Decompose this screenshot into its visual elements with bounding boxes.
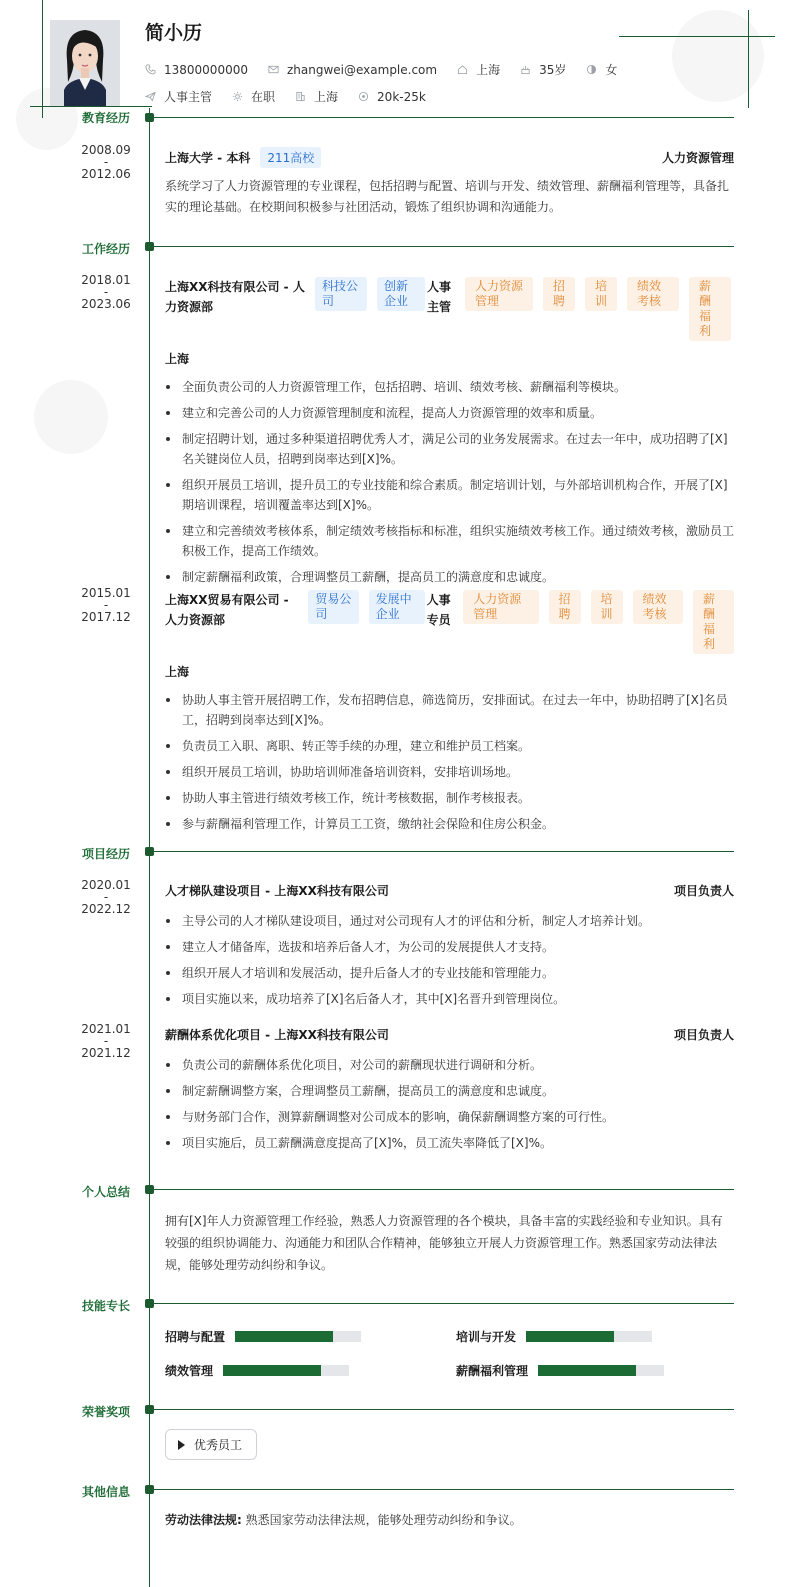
list-item: 制定薪酬福利政策，合理调整员工薪酬，提高员工的满意度和忠诚度。	[165, 567, 734, 587]
skill-item	[165, 1362, 349, 1379]
age-item	[520, 61, 566, 78]
skill-bar	[235, 1331, 361, 1342]
status-text: 在职	[251, 90, 276, 104]
date-end: 2023.06	[81, 297, 131, 311]
intention-row	[145, 88, 446, 105]
decor-line	[30, 106, 152, 107]
work-bullets	[165, 377, 734, 587]
list-item: 主导公司的人才梯队建设项目，通过对公司现有人才的评估和分析，制定人才培养计划。	[165, 911, 734, 931]
list-item: 协助人事主管进行绩效考核工作，统计考核数据，制作考核报表。	[165, 788, 734, 808]
section-title-education: 教育经历	[82, 111, 131, 125]
project-date	[76, 879, 136, 915]
section-marker	[145, 1299, 154, 1308]
project-role: 项目负责人	[673, 1028, 734, 1042]
skill-bar	[538, 1365, 664, 1376]
skill-name: 招聘与配置	[165, 1330, 226, 1344]
contact-row	[145, 61, 637, 78]
list-item: 与财务部门合作，测算薪酬调整对公司成本的影响，确保薪酬调整方案的可行性。	[165, 1107, 734, 1127]
work-entry	[165, 590, 734, 840]
email-text: zhangwei@example.com	[286, 62, 438, 77]
decor-line	[42, 0, 43, 118]
other-info	[165, 1510, 734, 1531]
building-icon	[295, 91, 306, 102]
section-title-summary: 个人总结	[82, 1185, 131, 1199]
list-item: 负责公司的薪酬体系优化项目，对公司的薪酬现状进行调研和分析。	[165, 1055, 734, 1075]
date-separator: -	[103, 155, 109, 169]
section-title-skills: 技能专长	[82, 1299, 131, 1313]
work-date	[76, 274, 136, 310]
skill-tag: 薪酬福利	[689, 277, 731, 341]
skill-tag: 招聘	[543, 277, 575, 311]
work-date	[76, 587, 136, 623]
target-city-item	[295, 88, 338, 105]
project-header	[165, 1026, 734, 1043]
gender-item	[586, 61, 617, 78]
salary-text: 20k-25k	[377, 89, 426, 104]
education-header	[165, 147, 734, 168]
section-marker	[145, 1405, 154, 1414]
project-header	[165, 882, 734, 899]
list-item: 项目实施后，员工薪酬满意度提高了[X]%，员工流失率降低了[X]%。	[165, 1133, 734, 1153]
work-header	[165, 590, 734, 654]
section-marker	[145, 1185, 154, 1194]
skill-bar-fill	[223, 1365, 321, 1376]
company-name: 上海XX科技有限公司 - 人力资源部	[165, 280, 305, 314]
skill-tag: 绩效考核	[633, 590, 684, 624]
date-start: 2021.01	[81, 1022, 131, 1036]
salary-item	[358, 90, 426, 104]
coin-icon	[358, 91, 369, 102]
play-icon	[178, 1440, 185, 1450]
date-separator: -	[103, 890, 109, 904]
section-title-projects: 项目经历	[82, 847, 131, 861]
skill-item	[456, 1362, 664, 1379]
list-item: 建立人才储备库，选拔和培养后备人才，为公司的发展提供人才支持。	[165, 937, 734, 957]
school-name: 上海大学 - 本科	[165, 151, 251, 165]
skill-tag: 绩效考核	[627, 277, 679, 311]
skill-tag: 人力资源管理	[463, 590, 538, 624]
list-item: 组织开展员工培训，提升员工的专业技能和综合素质。制定培训计划，与外部培训机构合作，开展了[X]期培训课程，培训覆盖率达到[X]%。	[165, 475, 734, 515]
mail-icon	[268, 64, 279, 75]
section-marker	[145, 113, 154, 122]
list-item: 全面负责公司的人力资源管理工作，包括招聘、培训、绩效考核、薪酬福利等模块。	[165, 377, 734, 397]
list-item: 制定招聘计划，通过多种渠道招聘优秀人才，满足公司的业务发展需求。在过去一年中，成功招聘了[X]名关键岗位人员，招聘到岗率达到[X]%。	[165, 429, 734, 469]
section-title-other: 其他信息	[82, 1485, 131, 1499]
decor-circle	[672, 10, 764, 102]
target-position-text: 人事主管	[164, 90, 213, 104]
company-tag: 科技公司	[315, 277, 367, 311]
status-item	[232, 88, 275, 105]
company-name: 上海XX贸易有限公司 - 人力资源部	[165, 593, 289, 627]
section-divider	[154, 1303, 734, 1304]
other-text: 熟悉国家劳动法律法规，能够处理劳动纠纷和争议。	[245, 1513, 522, 1527]
skill-item	[165, 1328, 361, 1345]
email-item	[268, 63, 437, 77]
other-label: 劳动法律法规:	[165, 1513, 242, 1527]
date-separator: -	[103, 285, 109, 299]
list-item: 建立和完善公司的人力资源管理制度和流程，提高人力资源管理的效率和质量。	[165, 403, 734, 423]
section-title-awards: 荣誉奖项	[82, 1405, 131, 1419]
send-icon	[145, 91, 156, 102]
gender-icon	[586, 64, 597, 75]
decor-line	[748, 10, 749, 108]
list-item: 组织开展员工培训，协助培训师准备培训资料，安排培训场地。	[165, 762, 734, 782]
cake-icon	[520, 64, 531, 75]
project-bullets	[165, 911, 734, 1009]
project-title: 人才梯队建设项目 - 上海XX科技有限公司	[165, 884, 389, 898]
skill-name: 绩效管理	[165, 1364, 214, 1378]
list-item: 参与薪酬福利管理工作，计算员工工资，缴纳社会保险和住房公积金。	[165, 814, 734, 834]
education-entry	[165, 147, 734, 218]
skill-tag: 培训	[585, 277, 617, 311]
date-start: 2018.01	[81, 273, 131, 287]
skill-name: 薪酬福利管理	[456, 1364, 529, 1378]
section-divider	[154, 1489, 734, 1490]
target-position-item	[145, 88, 212, 105]
project-title: 薪酬体系优化项目 - 上海XX科技有限公司	[165, 1028, 389, 1042]
company-tag: 创新企业	[377, 277, 425, 311]
company-tag: 贸易公司	[308, 590, 358, 624]
skill-bar-fill	[538, 1365, 636, 1376]
avatar	[50, 20, 120, 106]
position-name: 人事主管	[427, 280, 452, 314]
summary-text: 拥有[X]年人力资源管理工作经验，熟悉人力资源管理的各个模块，具备丰富的实践经验和专业知识。具有较强的组织协调能力、沟通能力和团队合作精神，能够独立开展人力资源管理工作。熟悉国家劳动法律法规，能够处理劳动纠纷和争议。	[165, 1214, 723, 1272]
skill-item	[456, 1328, 652, 1345]
phone-icon	[145, 64, 156, 75]
target-city-text: 上海	[314, 90, 339, 104]
list-item: 制定薪酬调整方案，合理调整员工薪酬，提高员工的满意度和忠诚度。	[165, 1081, 734, 1101]
section-marker	[145, 1485, 154, 1494]
candidate-name: 简小历	[145, 22, 203, 44]
date-start: 2020.01	[81, 878, 131, 892]
award-label: 优秀员工	[194, 1438, 243, 1452]
date-separator: -	[103, 598, 109, 612]
section-divider	[154, 851, 734, 852]
list-item: 项目实施以来，成功培养了[X]名后备人才，其中[X]名晋升到管理岗位。	[165, 989, 734, 1009]
gear-icon	[232, 91, 243, 102]
date-end: 2017.12	[81, 610, 131, 624]
work-header	[165, 277, 734, 341]
skill-tag: 招聘	[549, 590, 581, 624]
phone-item	[145, 63, 248, 77]
list-item: 负责员工入职、离职、转正等手续的办理，建立和维护员工档案。	[165, 736, 734, 756]
skill-bar-fill	[235, 1331, 333, 1342]
section-divider	[154, 1409, 734, 1410]
city-text: 上海	[476, 63, 501, 77]
education-date	[76, 144, 136, 180]
list-item: 协助人事主管开展招聘工作，发布招聘信息，筛选简历，安排面试。在过去一年中，协助招聘了[X]名员工，招聘到岗率达到[X]%。	[165, 690, 734, 730]
section-marker	[145, 242, 154, 251]
work-location: 上海	[165, 665, 190, 679]
project-bullets	[165, 1055, 734, 1153]
decor-circle	[34, 380, 108, 454]
skill-bar	[526, 1331, 652, 1342]
skill-bar	[223, 1365, 349, 1376]
company-tag: 发展中企业	[369, 590, 425, 624]
education-description: 系统学习了人力资源管理的专业课程，包括招聘与配置、培训与开发、绩效管理、薪酬福利管理等，具备扎实的理论基础。在校期间积极参与社团活动，锻炼了组织协调和沟通能力。	[165, 179, 730, 214]
city-item	[457, 61, 500, 78]
home-icon	[457, 64, 468, 75]
project-date	[76, 1023, 136, 1059]
date-start: 2008.09	[81, 143, 131, 157]
age-text: 35岁	[539, 63, 567, 77]
date-separator: -	[103, 1034, 109, 1048]
major-name: 人力资源管理	[661, 151, 734, 165]
award-item[interactable]	[165, 1429, 257, 1460]
date-end: 2021.12	[81, 1046, 131, 1060]
work-bullets	[165, 690, 734, 834]
section-marker	[145, 847, 154, 856]
date-end: 2022.12	[81, 902, 131, 916]
date-end: 2012.06	[81, 167, 131, 181]
skill-name: 培训与开发	[456, 1330, 517, 1344]
section-divider	[154, 246, 734, 247]
phone-text: 13800000000	[164, 62, 248, 77]
list-item: 建立和完善绩效考核体系，制定绩效考核指标和标准，组织实施绩效考核工作。通过绩效考核，激励员工积极工作，提高工作绩效。	[165, 521, 734, 561]
work-entry	[165, 277, 734, 593]
gender-text: 女	[605, 63, 618, 77]
project-entry	[165, 882, 734, 1015]
project-entry	[165, 1026, 734, 1159]
skill-bar-fill	[526, 1331, 614, 1342]
position-name: 人事专员	[426, 593, 451, 627]
skill-tag: 培训	[591, 590, 623, 624]
school-tag: 211高校	[260, 147, 321, 168]
list-item: 组织开展人才培训和发展活动，提升后备人才的专业技能和管理能力。	[165, 963, 734, 983]
section-title-work: 工作经历	[82, 242, 131, 256]
date-start: 2015.01	[81, 586, 131, 600]
section-divider	[154, 1189, 734, 1190]
skill-tag: 薪酬福利	[693, 590, 734, 654]
skill-tag: 人力资源管理	[465, 277, 533, 311]
project-role: 项目负责人	[673, 884, 734, 898]
work-location: 上海	[165, 352, 190, 366]
decor-line	[619, 36, 775, 37]
section-divider	[154, 117, 734, 118]
